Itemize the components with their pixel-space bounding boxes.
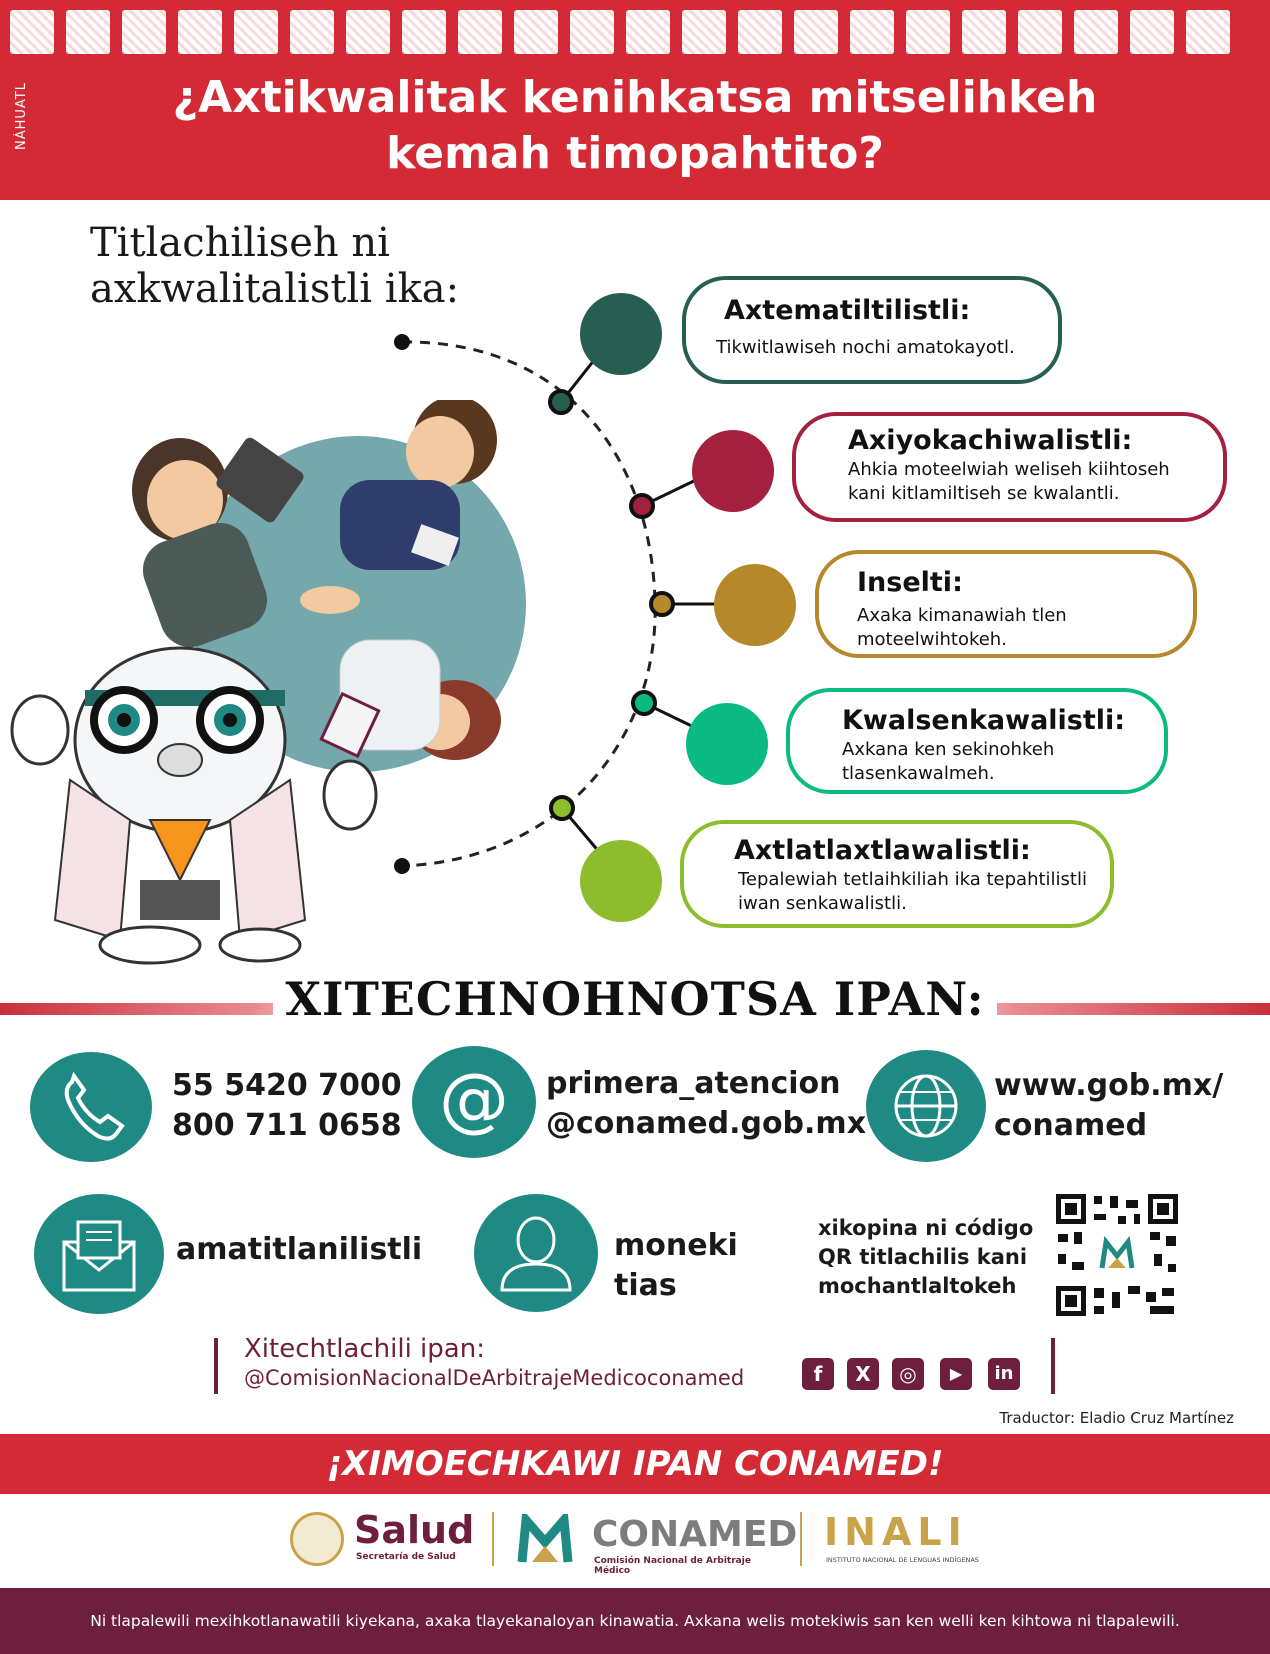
at-sign-icon: @: [412, 1046, 536, 1158]
salud-logo: Salud Secretaría de Salud: [290, 1508, 480, 1568]
website-url[interactable]: www.gob.mx/ conamed: [994, 1068, 1224, 1143]
phone-icon: [30, 1052, 152, 1162]
bubble-transparency: [580, 293, 662, 375]
contact-heading: XITECHNOHNOTSA IPAN:: [0, 972, 1270, 1026]
social-label: Xitechtlachili ipan:: [244, 1334, 485, 1364]
facebook-icon[interactable]: f: [802, 1358, 834, 1390]
card-gratuity: Axtlatlaxtlawalistli: Tepalewiah tetlaihkiliah ika tepahtilistli iwan senkawalistli.: [680, 820, 1114, 928]
card-quality: Kwalsenkawalistli: Axkana ken sekinohkeh tlasenkawalmeh.: [786, 688, 1168, 794]
visit-label[interactable]: moneki tias: [614, 1228, 738, 1303]
handshake-illustration: [0, 400, 560, 980]
email-address[interactable]: primera_atencion @conamed.gob.mx: [546, 1066, 867, 1141]
social-handle[interactable]: @ComisionNacionalDeArbitrajeMedicoconamed: [244, 1366, 745, 1390]
person-icon: [474, 1194, 598, 1312]
youtube-icon[interactable]: ▶: [940, 1358, 972, 1390]
slogan-banner: ¡XIMOECHKAWI IPAN CONAMED!: [0, 1434, 1270, 1494]
bubble-gratuity: [580, 840, 662, 922]
bubble-confidentiality: [714, 564, 796, 646]
linkedin-icon[interactable]: in: [988, 1358, 1020, 1390]
globe-icon: [866, 1050, 986, 1162]
social-bar-right: [1051, 1338, 1055, 1394]
bubble-quality: [686, 703, 768, 785]
x-icon[interactable]: X: [847, 1358, 879, 1390]
inali-logo: INALI INSTITUTO NACIONAL DE LENGUAS INDÍGENAS: [824, 1510, 979, 1564]
logo-separator: [800, 1512, 802, 1566]
envelope-icon: [34, 1194, 164, 1314]
translator-credit: Traductor: Eladio Cruz Martínez: [999, 1409, 1234, 1427]
instagram-icon[interactable]: ◎: [892, 1358, 924, 1390]
mail-label[interactable]: amatitlanilistli: [176, 1232, 423, 1267]
bubble-impartiality: [692, 430, 774, 512]
phone-numbers[interactable]: 55 5420 7000 800 711 0658: [172, 1068, 402, 1143]
conamed-logo: CONAMED Comisión Nacional de Arbitraje Médico: [516, 1512, 786, 1572]
social-bar-left: [214, 1338, 218, 1394]
qr-code[interactable]: [1054, 1192, 1180, 1318]
language-tag: NÁHUATL: [14, 82, 29, 150]
card-transparency: Axtematiltilistli: Tikwitlawiseh nochi amatokayotl.: [682, 276, 1062, 384]
qr-instructions: xikopina ni código QR titlachilis kani mochantlaltokeh: [818, 1216, 1034, 1298]
seal-icon: [290, 1512, 344, 1566]
card-confidentiality: Inselti: Axaka kimanawiah tlen moteelwihtokeh.: [815, 550, 1197, 658]
logo-separator: [492, 1512, 494, 1566]
legal-footer: Ni tlapalewili mexihkotlanawatili kiyekana, axaka tlayekanaloyan kinawatia. Axkana welis motekiwis san ken welli ken kihtowa ni tlapalewili.: [0, 1588, 1270, 1654]
conamed-emblem-icon: [516, 1514, 574, 1564]
page-title: ¿Axtikwalitak kenihkatsa mitselihkeh kemah timopahtito?: [172, 72, 1098, 179]
card-impartiality: Axiyokachiwalistli: Ahkia moteelwiah weliseh kiihtoseh kani kitlamiltiseh se kwalantli.: [792, 412, 1227, 522]
intro-heading: Titlachiliseh ni axkwalitalistli ika:: [90, 220, 460, 312]
